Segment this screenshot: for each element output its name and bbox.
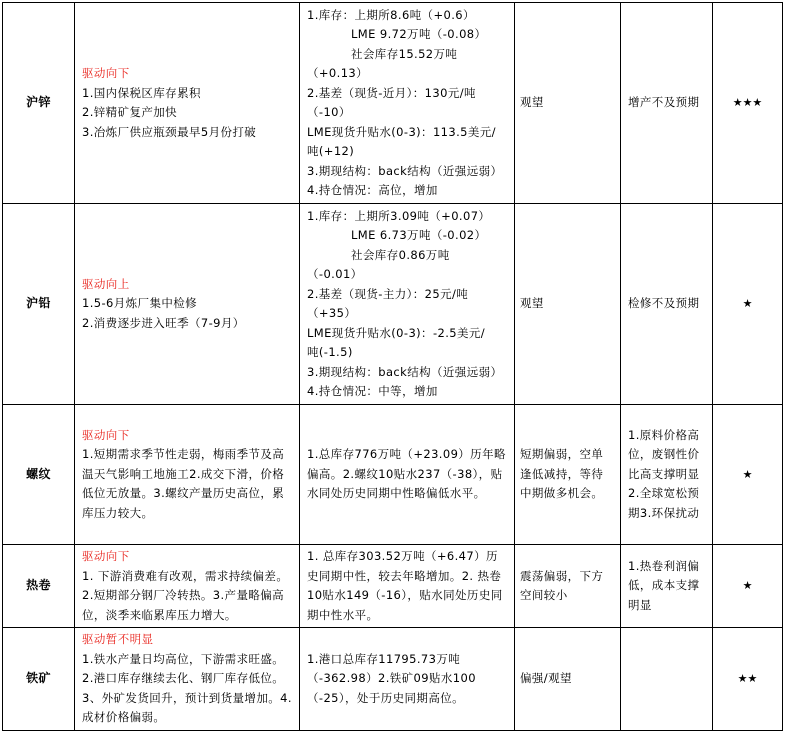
rating-stars: ★ xyxy=(713,204,783,405)
data-line: 社会库存15.52万吨 xyxy=(351,46,458,61)
data-line: （-10） xyxy=(307,105,351,119)
drive-text: 1. 下游消费难有改观，需求持续偏差。2.短期部分钢厂冷转热。3.产量略偏高位，淡季来临累库压力增大。 xyxy=(82,568,289,622)
drive-title: 驱动向上 xyxy=(82,276,130,291)
data-cell xyxy=(300,204,515,405)
risk-cell: 检修不及预期 xyxy=(621,204,713,405)
data-line: 吨(+12) xyxy=(307,144,355,158)
drive-cell xyxy=(75,628,300,731)
data-text: 1.港口总库存11795.73万吨（-362.98）2.铁矿09贴水100（-25），处于历史同期高位。 xyxy=(307,651,476,705)
data-cell xyxy=(300,3,515,204)
data-line: 1.库存：上期所8.6吨（+0.6） xyxy=(307,7,475,22)
risk-cell: 1.原料价格高位，废钢性价比高支撑明显2.全球宽松预期3.环保扰动 xyxy=(621,405,713,545)
data-line: （+35） xyxy=(307,306,357,320)
drive-line: 1.5-6月炼厂集中检修 xyxy=(82,296,198,311)
drive-text: 1.短期需求季节性走弱，梅雨季节及高温天气影响工地施工2.成交下滑，价格低位无放量。3.螺纹产量历史高位，累库压力较大。 xyxy=(82,447,285,520)
data-text: 1. 总库存303.52万吨（+6.47）历史同期中性，较去年略增加。2. 热卷10贴水149（-16），贴水同处历史同期中性水平。 xyxy=(307,549,503,622)
data-line: （+0.13） xyxy=(307,66,369,80)
table-row xyxy=(3,405,783,545)
strategy-cell: 短期偏弱，空单逢低减持，等待中期做多机会。 xyxy=(515,405,621,545)
rating-stars: ★ xyxy=(713,405,783,545)
commodity-name: 沪铅 xyxy=(3,204,75,405)
drive-line: 2.锌精矿复产加快 xyxy=(82,105,178,119)
commodity-name: 螺纹 xyxy=(3,405,75,545)
data-line: （-0.01） xyxy=(307,267,363,281)
data-line: 吨(-1.5) xyxy=(307,345,353,359)
drive-title: 驱动暂不明显 xyxy=(82,632,154,646)
commodity-name: 热卷 xyxy=(3,545,75,628)
strategy-cell: 观望 xyxy=(515,204,621,405)
commodity-name: 铁矿 xyxy=(3,628,75,731)
drive-title: 驱动向下 xyxy=(82,427,130,442)
rating-stars: ★★★ xyxy=(713,3,783,204)
data-line: 社会库存0.86万吨 xyxy=(351,247,450,262)
data-line: 4.持仓情况：中等，增加 xyxy=(307,384,438,398)
risk-cell: 增产不及预期 xyxy=(621,3,713,204)
data-line: 4.持仓情况：高位，增加 xyxy=(307,183,438,197)
data-cell xyxy=(300,405,515,545)
data-line: 1.库存：上期所3.09吨（+0.07） xyxy=(307,208,491,223)
drive-cell xyxy=(75,405,300,545)
drive-cell xyxy=(75,3,300,204)
drive-line: 1.国内保税区库存累积 xyxy=(82,85,201,100)
data-line: LME现货升贴水(0-3)：113.5美元/ xyxy=(307,124,496,139)
risk-cell xyxy=(621,628,713,731)
rating-stars: ★ xyxy=(713,545,783,628)
data-line: LME 6.73万吨（-0.02） xyxy=(351,228,487,242)
drive-title: 驱动向下 xyxy=(82,66,130,80)
rating-stars: ★★ xyxy=(713,628,783,731)
data-line: 3.期现结构：back结构（近强远弱） xyxy=(307,364,503,379)
data-line: 3.期现结构：back结构（近强远弱） xyxy=(307,163,503,178)
drive-text: 1.铁水产量日均高位，下游需求旺盛。2.港口库存继续去化、钢厂库存低位。3、外矿发货回升，预计到货量增加。4.成材价格偏弱。 xyxy=(82,651,292,724)
data-text: 1.总库存776万吨（+23.09）历年略偏高。2.螺纹10贴水237（-38），贴水同处历史同期中性略偏低水平。 xyxy=(307,447,506,501)
commodity-name: 沪锌 xyxy=(3,3,75,204)
data-line: 2.基差（现货-近月）：130元/吨 xyxy=(307,85,476,100)
strategy-cell: 偏强/观望 xyxy=(515,628,621,731)
drive-line: 2.消费逐步进入旺季（7-9月） xyxy=(82,315,245,330)
table-row xyxy=(3,628,783,731)
futures-analysis-table xyxy=(2,2,783,731)
table-row xyxy=(3,545,783,628)
data-cell xyxy=(300,545,515,628)
drive-cell xyxy=(75,204,300,405)
drive-line: 3.冶炼厂供应瓶颈最早5月份打破 xyxy=(82,124,257,139)
data-cell xyxy=(300,628,515,731)
strategy-cell: 观望 xyxy=(515,3,621,204)
data-line: 2.基差（现货-主力）：25元/吨 xyxy=(307,286,469,301)
table-row xyxy=(3,3,783,204)
drive-title: 驱动向下 xyxy=(82,549,130,563)
strategy-cell: 震荡偏弱，下方空间较小 xyxy=(515,545,621,628)
table-row xyxy=(3,204,783,405)
drive-cell xyxy=(75,545,300,628)
risk-cell: 1.热卷利润偏低，成本支撑明显 xyxy=(621,545,713,628)
data-line: LME现货升贴水(0-3)：-2.5美元/ xyxy=(307,325,486,340)
data-line: LME 9.72万吨（-0.08） xyxy=(351,27,487,41)
